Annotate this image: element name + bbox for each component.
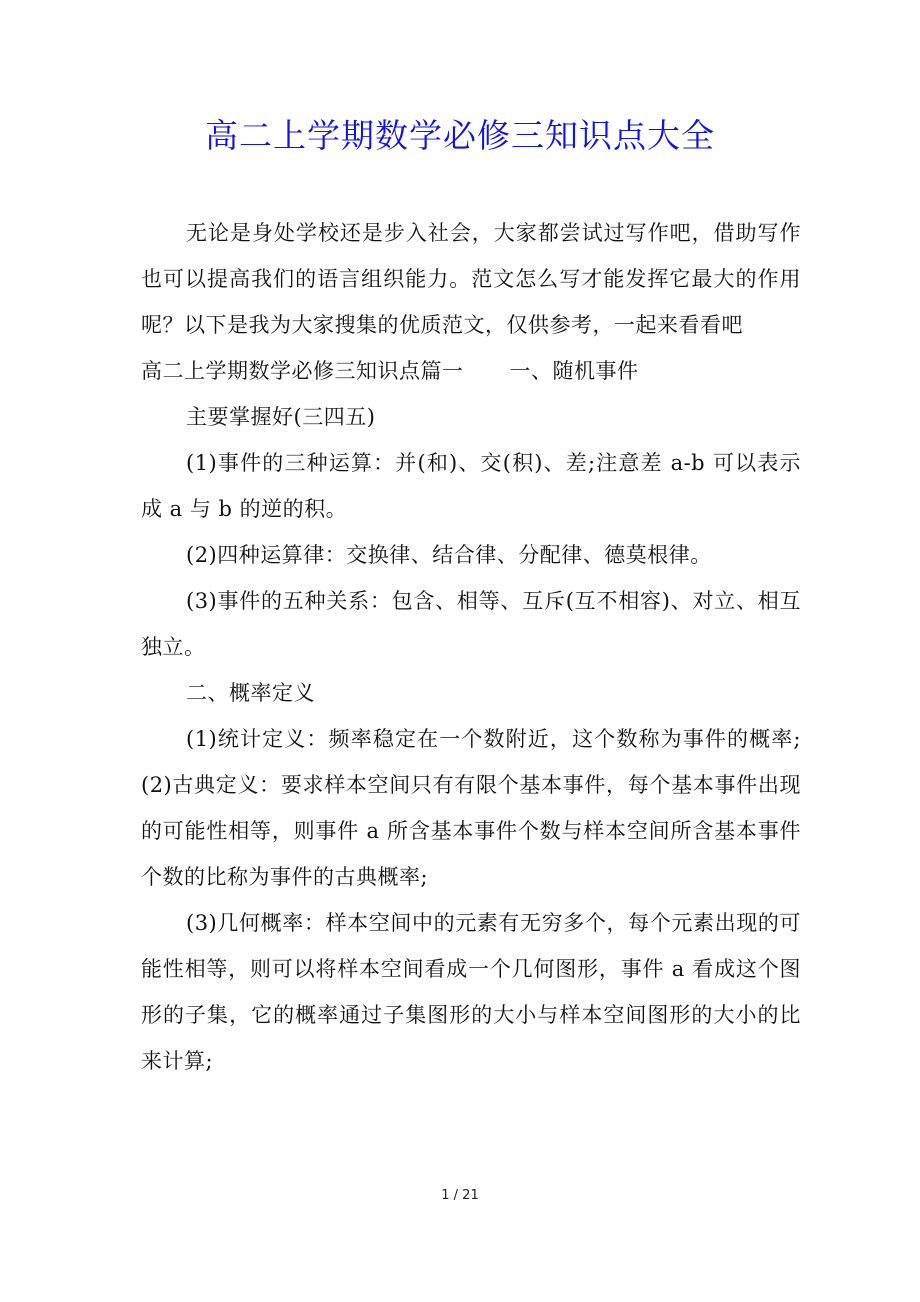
paragraph: 主要掌握好(三四五) — [186, 405, 376, 429]
section-heading-2: 二、概率定义 — [186, 681, 315, 705]
paragraph: (3)事件的五种关系：包含、相等、互斥(互不相容)、对立、相互独立。 — [141, 589, 801, 659]
paragraph: (2)四种运算律：交换律、结合律、分配律、德莫根律。 — [186, 543, 712, 567]
page-number: 1 / 21 — [441, 1188, 479, 1203]
section-subheading: 一、随机事件 — [509, 359, 639, 383]
paragraph: (1)统计定义：频率稳定在一个数附近，这个数称为事件的概率;(2)古典定义：要求样本空间只有有限个基本事件，每个基本事件出现的可能性相等，则事件 a 所含基本事件个数与样本空间所含基本事件个数的比称为事件的古典概率; — [141, 727, 801, 889]
document-title: 高二上学期数学必修三知识点大全 — [205, 116, 715, 155]
paragraph: (3)几何概率：样本空间中的元素有无穷多个，每个元素出现的可能性相等，则可以将样本空间看成一个几何图形，事件 a 看成这个图形的子集，它的概率通过子集图形的大小与样本空间图形的大小的比来计算; — [141, 911, 801, 1073]
paragraph: (1)事件的三种运算：并(和)、交(积)、差;注意差 a-b 可以表示成 a 与 b 的逆的积。 — [141, 451, 801, 521]
intro-paragraph: 无论是身处学校还是步入社会，大家都尝试过写作吧，借助写作也可以提高我们的语言组织能力。范文怎么写才能发挥它最大的作用呢？以下是我为大家搜集的优质范文，仅供参考，一起来看看吧 — [141, 221, 801, 337]
section-heading-row — [141, 348, 801, 394]
section-heading: 高二上学期数学必修三知识点篇一 — [141, 359, 464, 383]
document-body — [141, 210, 801, 1084]
